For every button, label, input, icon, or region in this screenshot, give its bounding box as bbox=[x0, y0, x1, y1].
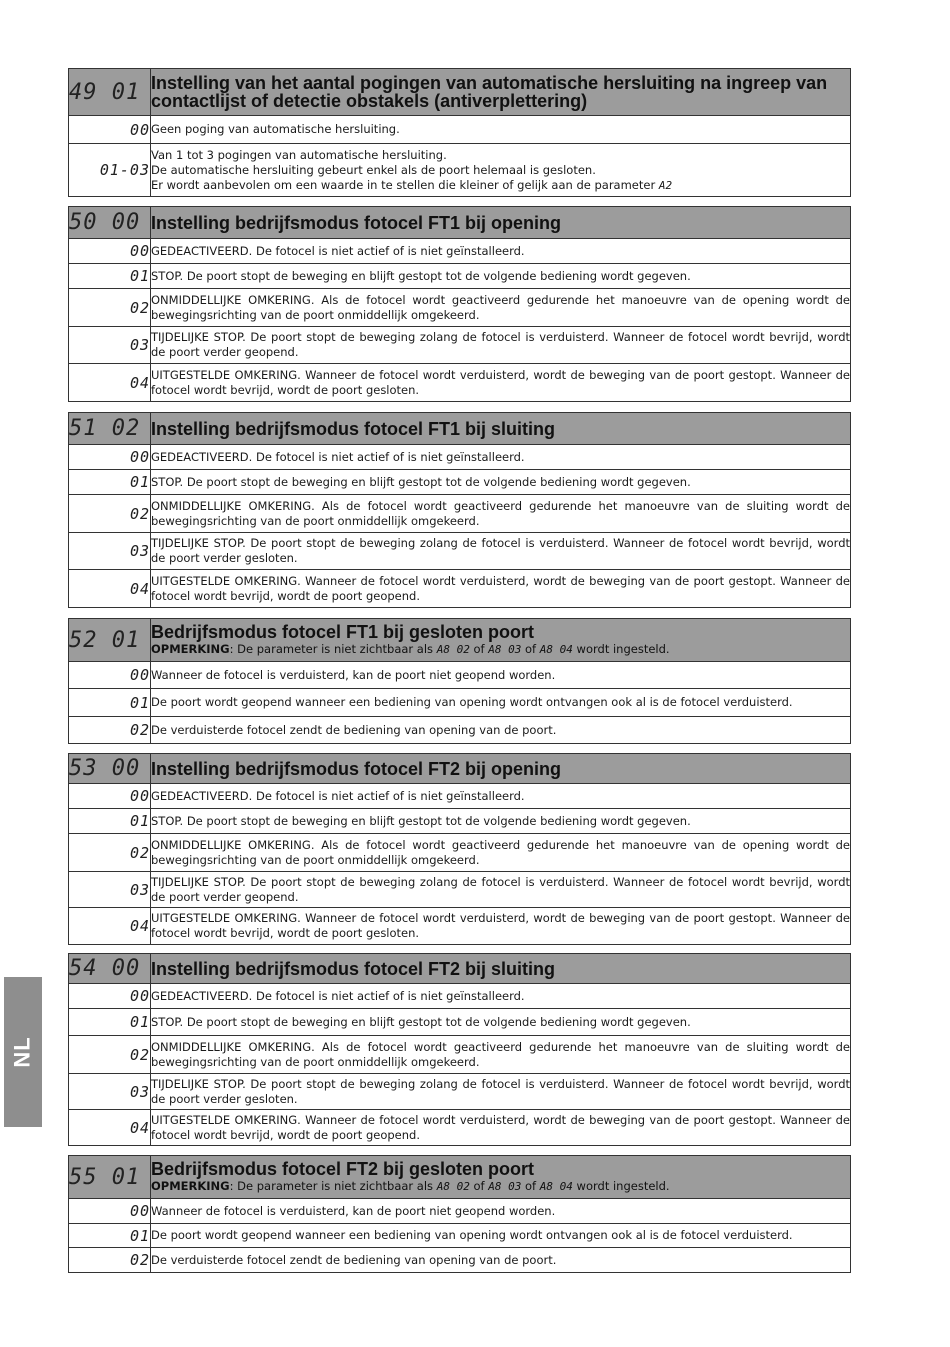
value-row bbox=[69, 364, 851, 402]
parameter-header-row bbox=[69, 69, 851, 116]
value-row bbox=[69, 1036, 851, 1074]
value-code: 02 bbox=[69, 1248, 151, 1273]
value-row bbox=[69, 784, 851, 809]
value-code: 01 bbox=[69, 264, 151, 289]
value-description bbox=[151, 784, 851, 809]
value-code: 00 bbox=[69, 662, 151, 689]
description-line: De poort wordt geopend wanneer een bediening van opening wordt ontvangen ook al is de fotocel verduisterd. bbox=[151, 695, 793, 709]
description-line: UITGESTELDE OMKERING. Wanneer de fotocel wordt verduisterd, wordt de beweging van de poort gestopt. Wanneer de fotocel wordt bevrijd, wordt de poort geopend. bbox=[151, 573, 850, 603]
value-code: 04 bbox=[69, 570, 151, 608]
parameter-table bbox=[68, 753, 851, 945]
note-tail: wordt ingesteld. bbox=[572, 1179, 670, 1193]
parameter-title: Instelling bedrijfsmodus fotocel FT1 bij opening bbox=[151, 212, 562, 233]
value-row bbox=[69, 809, 851, 834]
value-row bbox=[69, 470, 851, 495]
note-tail: wordt ingesteld. bbox=[572, 642, 670, 656]
description-line: TIJDELIJKE STOP. De poort stopt de beweging zolang de fotocel is verduisterd. Wanneer de fotocel wordt bevrijd, wordt de poort verder gesloten. bbox=[151, 536, 850, 565]
value-code: 03 bbox=[69, 533, 151, 570]
description-line: GEDEACTIVEERD. De fotocel is niet actief of is niet geïnstalleerd. bbox=[151, 243, 525, 258]
value-row bbox=[69, 1199, 851, 1224]
value-row bbox=[69, 1248, 851, 1273]
parameter-table bbox=[68, 618, 851, 744]
description-line: De poort wordt geopend wanneer een bediening van opening wordt ontvangen ook al is de fotocel verduisterd. bbox=[151, 1228, 793, 1242]
parameter-code: 54 00 bbox=[69, 954, 151, 984]
parameter-code: 50 00 bbox=[69, 207, 151, 239]
value-description bbox=[151, 872, 851, 908]
value-description bbox=[151, 327, 851, 364]
value-description bbox=[151, 1199, 851, 1224]
value-description bbox=[151, 1110, 851, 1146]
value-description bbox=[151, 239, 851, 264]
parameter-note bbox=[151, 1179, 850, 1194]
value-row bbox=[69, 1009, 851, 1036]
language-tab-label: NL bbox=[9, 1036, 35, 1068]
value-code: 01 bbox=[69, 809, 151, 834]
value-row bbox=[69, 1110, 851, 1146]
parameter-code: 52 01 bbox=[69, 619, 151, 662]
value-code: 00 bbox=[69, 239, 151, 264]
note-joiner: of bbox=[469, 642, 489, 656]
value-code: 02 bbox=[69, 717, 151, 744]
description-line: UITGESTELDE OMKERING. Wanneer de fotocel wordt verduisterd, wordt de beweging van de poort gestopt. Wanneer de fotocel wordt bevrijd, wordt de poort gesloten. bbox=[151, 911, 850, 940]
parameter-table bbox=[68, 68, 851, 197]
description-line: TIJDELIJKE STOP. De poort stopt de beweging zolang de fotocel is verduisterd. Wanneer de fotocel wordt bevrijd, wordt de poort verder geopend. bbox=[151, 874, 850, 904]
value-row bbox=[69, 495, 851, 533]
value-code: 02 bbox=[69, 495, 151, 533]
description-line: ONMIDDELLIJKE OMKERING. Als de fotocel wordt geactiveerd gedurende het manoeuvre van de opening wordt de bewegingsrichting van de poort onmiddellijk omgekeerd. bbox=[151, 837, 850, 867]
value-code: 03 bbox=[69, 872, 151, 908]
value-code: 02 bbox=[69, 834, 151, 872]
value-description bbox=[151, 445, 851, 470]
value-description bbox=[151, 984, 851, 1009]
value-description bbox=[151, 1248, 851, 1273]
value-code: 00 bbox=[69, 784, 151, 809]
value-row bbox=[69, 1074, 851, 1110]
note-code: A8 03 bbox=[488, 1180, 522, 1193]
description-line: GEDEACTIVEERD. De fotocel is niet actief of is niet geïnstalleerd. bbox=[151, 449, 525, 464]
value-code: 02 bbox=[69, 1036, 151, 1074]
note-joiner: of bbox=[521, 642, 540, 656]
value-description bbox=[151, 662, 851, 689]
value-description bbox=[151, 144, 851, 197]
value-row bbox=[69, 662, 851, 689]
value-description bbox=[151, 116, 851, 144]
parameter-title: Instelling bedrijfsmodus fotocel FT2 bij opening bbox=[151, 758, 562, 779]
parameter-title-cell bbox=[151, 754, 851, 784]
value-code: 00 bbox=[69, 984, 151, 1009]
parameter-table bbox=[68, 1155, 851, 1273]
description-line: GEDEACTIVEERD. De fotocel is niet actief of is niet geïnstalleerd. bbox=[151, 988, 525, 1003]
language-tab bbox=[4, 977, 42, 1127]
value-code: 00 bbox=[69, 445, 151, 470]
note-text: : De parameter is niet zichtbaar als bbox=[229, 1179, 437, 1193]
value-description bbox=[151, 809, 851, 834]
value-description bbox=[151, 1224, 851, 1248]
parameter-header-row bbox=[69, 1156, 851, 1199]
value-description bbox=[151, 495, 851, 533]
value-description bbox=[151, 570, 851, 608]
parameter-title: Instelling bedrijfsmodus fotocel FT1 bij sluiting bbox=[151, 418, 556, 439]
value-code: 01 bbox=[69, 470, 151, 495]
value-row bbox=[69, 264, 851, 289]
description-line-with-code bbox=[151, 178, 850, 193]
parameter-code: 53 00 bbox=[69, 754, 151, 784]
value-row bbox=[69, 872, 851, 908]
value-code: 01-03 bbox=[69, 144, 151, 197]
value-code: 04 bbox=[69, 1110, 151, 1146]
description-line: TIJDELIJKE STOP. De poort stopt de beweging zolang de fotocel is verduisterd. Wanneer de fotocel wordt bevrijd, wordt de poort verder geopend. bbox=[151, 330, 850, 359]
value-description bbox=[151, 908, 851, 945]
parameter-header-row bbox=[69, 754, 851, 784]
parameter-header-row bbox=[69, 413, 851, 445]
parameter-title-cell bbox=[151, 413, 851, 445]
value-description bbox=[151, 364, 851, 402]
parameter-title: Instelling van het aantal pogingen van automatische hersluiting na ingreep van contactlijst of detectie obstakels (antiverplettering) bbox=[151, 73, 828, 111]
value-description bbox=[151, 1036, 851, 1074]
description-line: UITGESTELDE OMKERING. Wanneer de fotocel wordt verduisterd, wordt de beweging van de poort gestopt. Wanneer de fotocel wordt bevrijd, wordt de poort gesloten. bbox=[151, 367, 850, 397]
description-line: TIJDELIJKE STOP. De poort stopt de beweging zolang de fotocel is verduisterd. Wanneer de fotocel wordt bevrijd, wordt de poort verder gesloten. bbox=[151, 1076, 850, 1106]
parameter-table bbox=[68, 953, 851, 1146]
value-code: 04 bbox=[69, 908, 151, 945]
value-description bbox=[151, 689, 851, 717]
value-row bbox=[69, 445, 851, 470]
value-code: 01 bbox=[69, 1224, 151, 1248]
parameter-code: 51 02 bbox=[69, 413, 151, 445]
description-line: De verduisterde fotocel zendt de bediening van opening van de poort. bbox=[151, 1252, 557, 1267]
value-row bbox=[69, 984, 851, 1009]
value-description bbox=[151, 1009, 851, 1036]
value-code: 00 bbox=[69, 116, 151, 144]
value-description bbox=[151, 1074, 851, 1110]
value-row bbox=[69, 834, 851, 872]
value-row bbox=[69, 908, 851, 945]
parameter-reference-code: A2 bbox=[658, 178, 673, 192]
value-description bbox=[151, 264, 851, 289]
note-text: : De parameter is niet zichtbaar als bbox=[229, 642, 437, 656]
note-joiner: of bbox=[469, 1179, 489, 1193]
value-description bbox=[151, 533, 851, 570]
value-row bbox=[69, 533, 851, 570]
description-line: GEDEACTIVEERD. De fotocel is niet actief of is niet geïnstalleerd. bbox=[151, 788, 525, 803]
description-line: De verduisterde fotocel zendt de bediening van opening van de poort. bbox=[151, 722, 557, 737]
value-row bbox=[69, 144, 851, 197]
parameter-title: Bedrijfsmodus fotocel FT2 bij gesloten poort bbox=[151, 1159, 535, 1179]
value-code: 03 bbox=[69, 327, 151, 364]
value-description bbox=[151, 834, 851, 872]
value-code: 00 bbox=[69, 1199, 151, 1224]
value-row bbox=[69, 717, 851, 744]
description-line: STOP. De poort stopt de beweging en blijft gestopt tot de volgende bediening wordt gegeven. bbox=[151, 813, 691, 828]
description-line: STOP. De poort stopt de beweging en blijft gestopt tot de volgende bediening wordt gegeven. bbox=[151, 268, 691, 283]
description-line: ONMIDDELLIJKE OMKERING. Als de fotocel wordt geactiveerd gedurende het manoeuvre van de sluiting wordt de bewegingsrichting van de poort onmiddellijk omgekeerd. bbox=[151, 1039, 850, 1069]
value-description bbox=[151, 717, 851, 744]
parameter-note bbox=[151, 642, 850, 657]
value-row bbox=[69, 570, 851, 608]
parameter-title-cell bbox=[151, 69, 851, 116]
value-row bbox=[69, 289, 851, 327]
parameter-table bbox=[68, 412, 851, 608]
parameter-title-cell bbox=[151, 619, 851, 662]
parameter-title: Instelling bedrijfsmodus fotocel FT2 bij sluiting bbox=[151, 958, 556, 979]
description-line: UITGESTELDE OMKERING. Wanneer de fotocel wordt verduisterd, wordt de beweging van de poort gestopt. Wanneer de fotocel wordt bevrijd, wordt de poort geopend. bbox=[151, 1112, 850, 1142]
description-line: Van 1 tot 3 pogingen van automatische hersluiting. bbox=[151, 147, 447, 162]
description-line: Wanneer de fotocel is verduisterd, kan de poort niet geopend worden. bbox=[151, 1203, 556, 1218]
note-code: A8 03 bbox=[488, 643, 522, 656]
parameter-header-row bbox=[69, 619, 851, 662]
value-code: 01 bbox=[69, 689, 151, 717]
value-description bbox=[151, 470, 851, 495]
value-code: 04 bbox=[69, 364, 151, 402]
parameter-table bbox=[68, 206, 851, 402]
parameter-header-row bbox=[69, 954, 851, 984]
note-code: A8 02 bbox=[436, 643, 470, 656]
value-description bbox=[151, 289, 851, 327]
note-label: OPMERKING bbox=[151, 642, 230, 656]
note-code: A8 02 bbox=[436, 1180, 470, 1193]
note-label: OPMERKING bbox=[151, 1179, 230, 1193]
note-code: A8 04 bbox=[539, 1180, 573, 1193]
description-line: ONMIDDELLIJKE OMKERING. Als de fotocel wordt geactiveerd gedurende het manoeuvre van de opening wordt de bewegingsrichting van de poort onmiddellijk omgekeerd. bbox=[151, 292, 850, 322]
value-code: 03 bbox=[69, 1074, 151, 1110]
description-line: Wanneer de fotocel is verduisterd, kan de poort niet geopend worden. bbox=[151, 667, 556, 682]
parameter-title-cell bbox=[151, 954, 851, 984]
parameter-code: 55 01 bbox=[69, 1156, 151, 1199]
note-code: A8 04 bbox=[539, 643, 573, 656]
parameter-code: 49 01 bbox=[69, 69, 151, 116]
description-line: STOP. De poort stopt de beweging en blijft gestopt tot de volgende bediening wordt gegeven. bbox=[151, 1014, 691, 1029]
value-code: 02 bbox=[69, 289, 151, 327]
description-line: ONMIDDELLIJKE OMKERING. Als de fotocel wordt geactiveerd gedurende het manoeuvre van de sluiting wordt de bewegingsrichting van de poort onmiddellijk omgekeerd. bbox=[151, 498, 850, 528]
value-row bbox=[69, 689, 851, 717]
description-line: De automatische hersluiting gebeurt enkel als de poort helemaal is gesloten. bbox=[151, 162, 596, 177]
value-row bbox=[69, 116, 851, 144]
description-line: STOP. De poort stopt de beweging en blijft gestopt tot de volgende bediening wordt gegeven. bbox=[151, 474, 691, 489]
parameter-title: Bedrijfsmodus fotocel FT1 bij gesloten poort bbox=[151, 622, 535, 642]
note-joiner: of bbox=[521, 1179, 540, 1193]
value-row bbox=[69, 1224, 851, 1248]
value-row bbox=[69, 239, 851, 264]
description-line: Geen poging van automatische hersluiting. bbox=[151, 122, 400, 136]
value-code: 01 bbox=[69, 1009, 151, 1036]
parameter-header-row bbox=[69, 207, 851, 239]
parameter-title-cell bbox=[151, 1156, 851, 1199]
description-line: Er wordt aanbevolen om een waarde in te stellen die kleiner of gelijk aan de parameter bbox=[151, 177, 656, 192]
value-row bbox=[69, 327, 851, 364]
parameter-title-cell bbox=[151, 207, 851, 239]
